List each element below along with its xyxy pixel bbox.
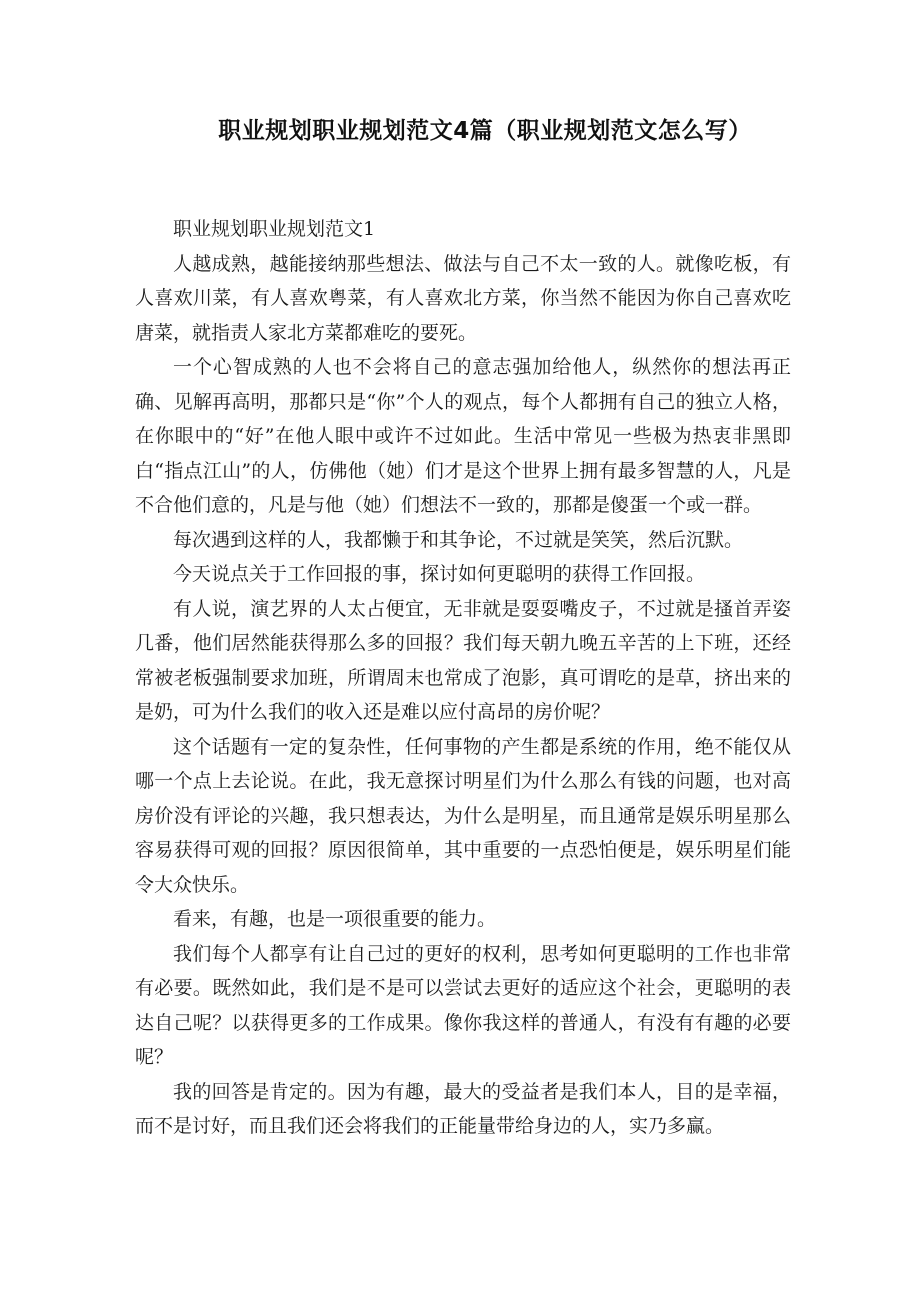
paragraph: 每次遇到这样的人，我都懒于和其争论，不过就是笑笑，然后沉默。: [173, 528, 744, 551]
paragraph: 今天说点关于工作回报的事，探讨如何更聪明的获得工作回报。: [173, 563, 706, 585]
paragraph: 有人说，演艺界的人太占便宜，无非就是耍耍嘴皮子，不过就是搔首弄姿几番，他们居然能获得那么多的回报？我们每天朝九晚五辛苦的上下班，还经常被老板强制要求加班，所谓周末也常成了泡影，真可谓吃的是草，挤出来的是奶，可为什么我们的收入还是难以应付高昂的房价呢？: [135, 597, 791, 723]
paragraph: 这个话题有一定的复杂性，任何事物的产生都是系统的作用，绝不能仅从哪一个点上去论说。在此，我无意探讨明星们为什么那么有钱的问题，也对高房价没有评论的兴趣，我只想表达，为什么是明星，而且通常是娱乐明星那么容易获得可观的回报？原因很简单，其中重要的一点恐怕便是，娱乐明星们能令大众快乐。: [135, 735, 791, 896]
paragraph: 我的回答是肯定的。因为有趣，最大的受益者是我们本人，目的是幸福，而不是讨好，而且我们还会将我们的正能量带给身边的人，实乃多赢。: [135, 1080, 791, 1137]
document-title: 职业规划职业规划范文4篇（职业规划范文怎么写）: [218, 118, 752, 144]
paragraph: 一个心智成熟的人也不会将自己的意志强加给他人，纵然你的想法再正确、见解再高明，那都只是“你”个人的观点，每个人都拥有自己的独立人格，在你眼中的“好”在他人眼中或许不过如此。生活中常见一些极为热衷非黑即白“指点江山”的人，仿佛他（她）们才是这个世界上拥有最多智慧的人，凡是不合他们意的，凡是与他（她）们想法不一致的，那都是傻蛋一个或一群。: [135, 356, 791, 516]
paragraph: 人越成熟，越能接纳那些想法、做法与自己不太一致的人。就像吃板，有人喜欢川菜，有人喜欢粤菜，有人喜欢北方菜，你当然不能因为你自己喜欢吃唐菜，就指责人家北方菜都难吃的要死。: [135, 252, 791, 344]
document-body: [135, 212, 791, 1144]
paragraph: 看来，有趣，也是一项很重要的能力。: [173, 908, 497, 930]
section-heading: 职业规划职业规划范文1: [173, 218, 376, 240]
paragraph: 我们每个人都享有让自己过的更好的权利，思考如何更聪明的工作也非常有必要。既然如此，我们是不是可以尝试去更好的适应这个社会，更聪明的表达自己呢？以获得更多的工作成果。像你我这样的普通人，有没有有趣的必要呢？: [135, 942, 791, 1068]
